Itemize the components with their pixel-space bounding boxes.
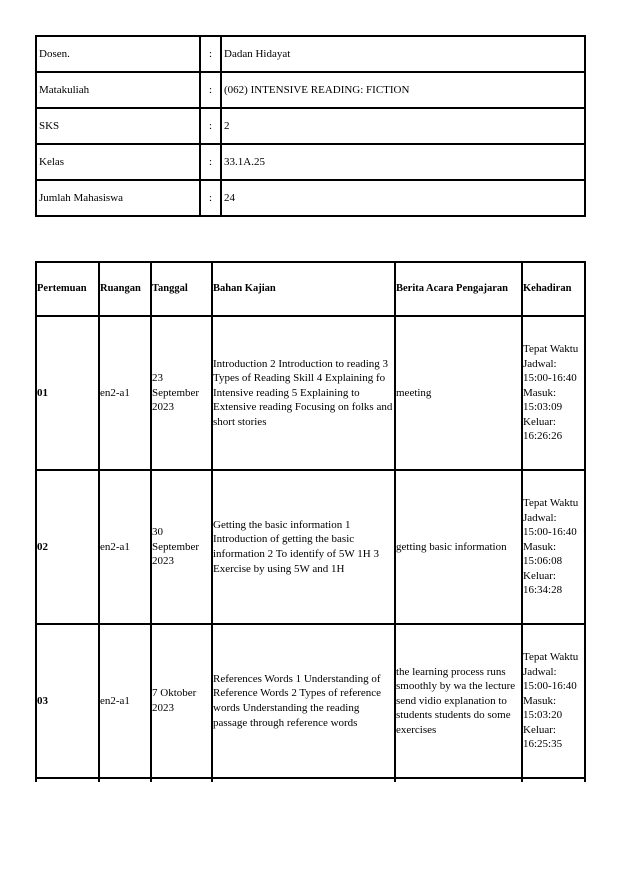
info-separator: : <box>200 72 221 108</box>
attendance-table <box>35 261 586 782</box>
info-separator: : <box>200 36 221 72</box>
cell-kehadiran: Tepat Waktu Jadwal: 15:00-16:40 Masuk: 15:06:08 Keluar: 16:34:28 <box>522 470 585 624</box>
info-row-dosen <box>36 36 585 72</box>
header-berita-acara: Berita Acara Pengajaran <box>395 262 522 316</box>
table-row <box>36 624 585 778</box>
cell-berita-acara: meeting <box>395 316 522 470</box>
header-tanggal: Tanggal <box>151 262 212 316</box>
cell-pertemuan: 03 <box>36 624 99 778</box>
info-separator: : <box>200 108 221 144</box>
header-kehadiran: Kehadiran <box>522 262 585 316</box>
cell-bahan-kajian: References Words 1 Understanding of Reference Words 2 Types of reference words Understanding the reading passage through reference words <box>212 624 395 778</box>
info-label: SKS <box>36 108 200 144</box>
info-row-matakuliah <box>36 72 585 108</box>
info-value: Dadan Hidayat <box>221 36 585 72</box>
cell-tanggal: 23 September 2023 <box>151 316 212 470</box>
cell-ruangan: en2-a1 <box>99 316 151 470</box>
cell-berita-acara: getting basic information <box>395 470 522 624</box>
info-value: (062) INTENSIVE READING: FICTION <box>221 72 585 108</box>
info-row-sks <box>36 108 585 144</box>
cell-ruangan: en2-a1 <box>99 624 151 778</box>
cell-pertemuan: 02 <box>36 470 99 624</box>
info-label: Jumlah Mahasiswa <box>36 180 200 216</box>
info-value: 33.1A.25 <box>221 144 585 180</box>
cell-ruangan: en2-a1 <box>99 470 151 624</box>
table-header-row <box>36 262 585 316</box>
info-value: 2 <box>221 108 585 144</box>
info-row-kelas <box>36 144 585 180</box>
info-separator: : <box>200 144 221 180</box>
info-label: Matakuliah <box>36 72 200 108</box>
cell-kehadiran: Tepat Waktu Jadwal: 15:00-16:40 Masuk: 15:03:20 Keluar: 16:25:35 <box>522 624 585 778</box>
course-info-table <box>35 35 586 217</box>
cell-kehadiran: Tepat Waktu Jadwal: 15:00-16:40 Masuk: 15:03:09 Keluar: 16:26:26 <box>522 316 585 470</box>
header-ruangan: Ruangan <box>99 262 151 316</box>
cell-bahan-kajian: Getting the basic information 1 Introduction of getting the basic information 2 To identify of 5W 1H 3 Exercise by using 5W and 1H <box>212 470 395 624</box>
info-separator: : <box>200 180 221 216</box>
info-label: Kelas <box>36 144 200 180</box>
cell-berita-acara: the learning process runs smoothly by wa the lecture send vidio explanation to students students do some exercises <box>395 624 522 778</box>
info-row-jumlah-mahasiswa <box>36 180 585 216</box>
cell-bahan-kajian: Introduction 2 Introduction to reading 3 Types of Reading Skill 4 Explaining fo Intensive reading 5 Explaining to Extensive reading Focusing on folks and short stories <box>212 316 395 470</box>
info-label: Dosen. <box>36 36 200 72</box>
header-bahan-kajian: Bahan Kajian <box>212 262 395 316</box>
info-value: 24 <box>221 180 585 216</box>
cell-tanggal: 7 Oktober 2023 <box>151 624 212 778</box>
table-continuation-row <box>36 778 585 782</box>
table-row <box>36 470 585 624</box>
header-pertemuan: Pertemuan <box>36 262 99 316</box>
table-row <box>36 316 585 470</box>
cell-tanggal: 30 September 2023 <box>151 470 212 624</box>
cell-pertemuan: 01 <box>36 316 99 470</box>
